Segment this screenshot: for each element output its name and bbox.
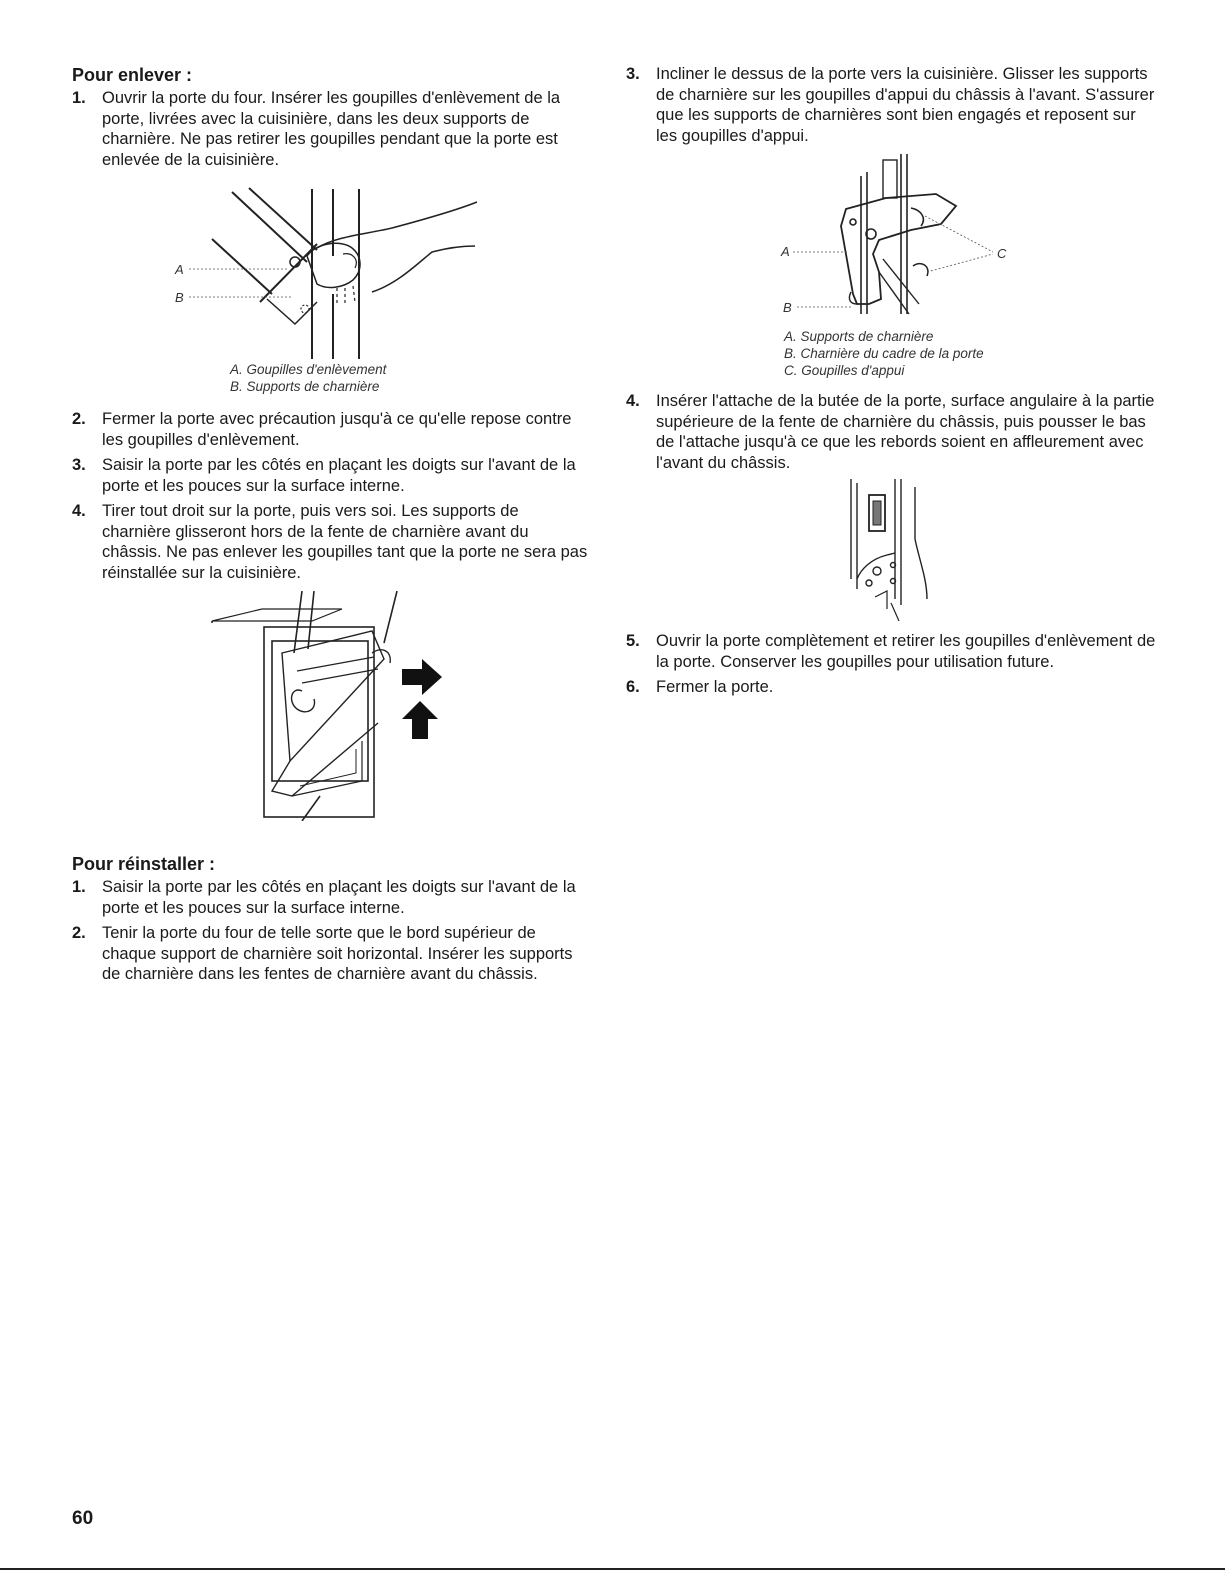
reinstall-step-3: 3. Incliner le dessus de la porte vers la cuisinière. Glisser les supports de charnière sur les goupilles d'appui du châssis à l'avant. S'assurer que les supports de charnières sont bien engagés et reposent sur les goupilles d'appui. [626,65,1155,145]
hinge-support-illustration [761,154,1021,326]
remove-steps [72,88,592,170]
reinstall-step-2: 2. Tenir la porte du four de telle sorte que le bord supérieur de chaque support de charnière soit horizontal. Insérer les supports de charnière dans les fentes de charnière avant du châssis. [72,924,573,983]
remove-step-4: 4. Tirer tout droit sur la porte, puis vers soi. Les supports de charnière glisseront hors de la fente de charnière avant du châssis. Ne pas enlever les goupilles tant que la porte ne sera pas réinstallée sur la cuisinière. [72,502,588,582]
reinstall-section [72,853,592,990]
remove-step-1: 1. Ouvrir la porte du four. Insérer les goupilles d'enlèvement de la porte, livrées avec la cuisinière, dans les deux supports de charnière. Ne pas retirer les goupilles pendant que la porte est enlevée de la cuisinière. [72,89,561,169]
remove-step-3: 3. Saisir la porte par les côtés en plaçant les doigts sur l'avant de la porte et les pouces sur la surface interne. [72,456,576,495]
page-number: 60 [72,1508,94,1529]
reinstall-step-6: 6. Fermer la porte. [626,678,774,696]
reinstall-step-1: 1. Saisir la porte par les côtés en plaçant les doigts sur l'avant de la porte et les pouces sur la surface interne. [72,878,576,917]
fig3-label-b: B [783,300,792,315]
fig3-caption: A. Supports de charnière B. Charnière du cadre de la porte C. Goupilles d'appui [784,329,984,378]
reinstall-steps-final [626,631,1156,698]
fig3-label-a: A [781,244,790,259]
reinstall-step-4: 4. Insérer l'attache de la butée de la porte, surface angulaire à la partie supérieure de la fente de charnière du châssis, puis pousser le bas de l'attache jusqu'à ce que les rebords soient en affleurement avec l'avant du châssis. [626,392,1155,472]
door-stop-clip-illustration [831,479,951,621]
fig1-caption: A. Goupilles d'enlèvement B. Supports de charnière [230,362,387,394]
fig3-label-c: C [997,246,1007,261]
bottom-rule [0,1568,1225,1570]
fig1-label-b: B [175,290,184,305]
remove-steps-continued [72,409,592,583]
reinstall-steps [72,877,592,985]
reinstall-heading: Pour réinstaller : [72,854,216,874]
removal-pins-illustration [167,184,497,359]
fig1-label-a: A [175,262,184,277]
reinstall-steps-right [626,391,1156,473]
reinstall-steps-continued [626,64,1156,146]
remove-step-2: 2. Fermer la porte avec précaution jusqu'à ce qu'elle repose contre les goupilles d'enlèvement. [72,410,572,449]
remove-heading: Pour enlever : [72,65,193,85]
reinstall-step-5: 5. Ouvrir la porte complètement et retirer les goupilles d'enlèvement de la porte. Conserver les goupilles pour utilisation future. [626,632,1156,671]
right-column [626,64,1156,703]
left-column [72,64,592,821]
door-removal-illustration [202,591,462,821]
